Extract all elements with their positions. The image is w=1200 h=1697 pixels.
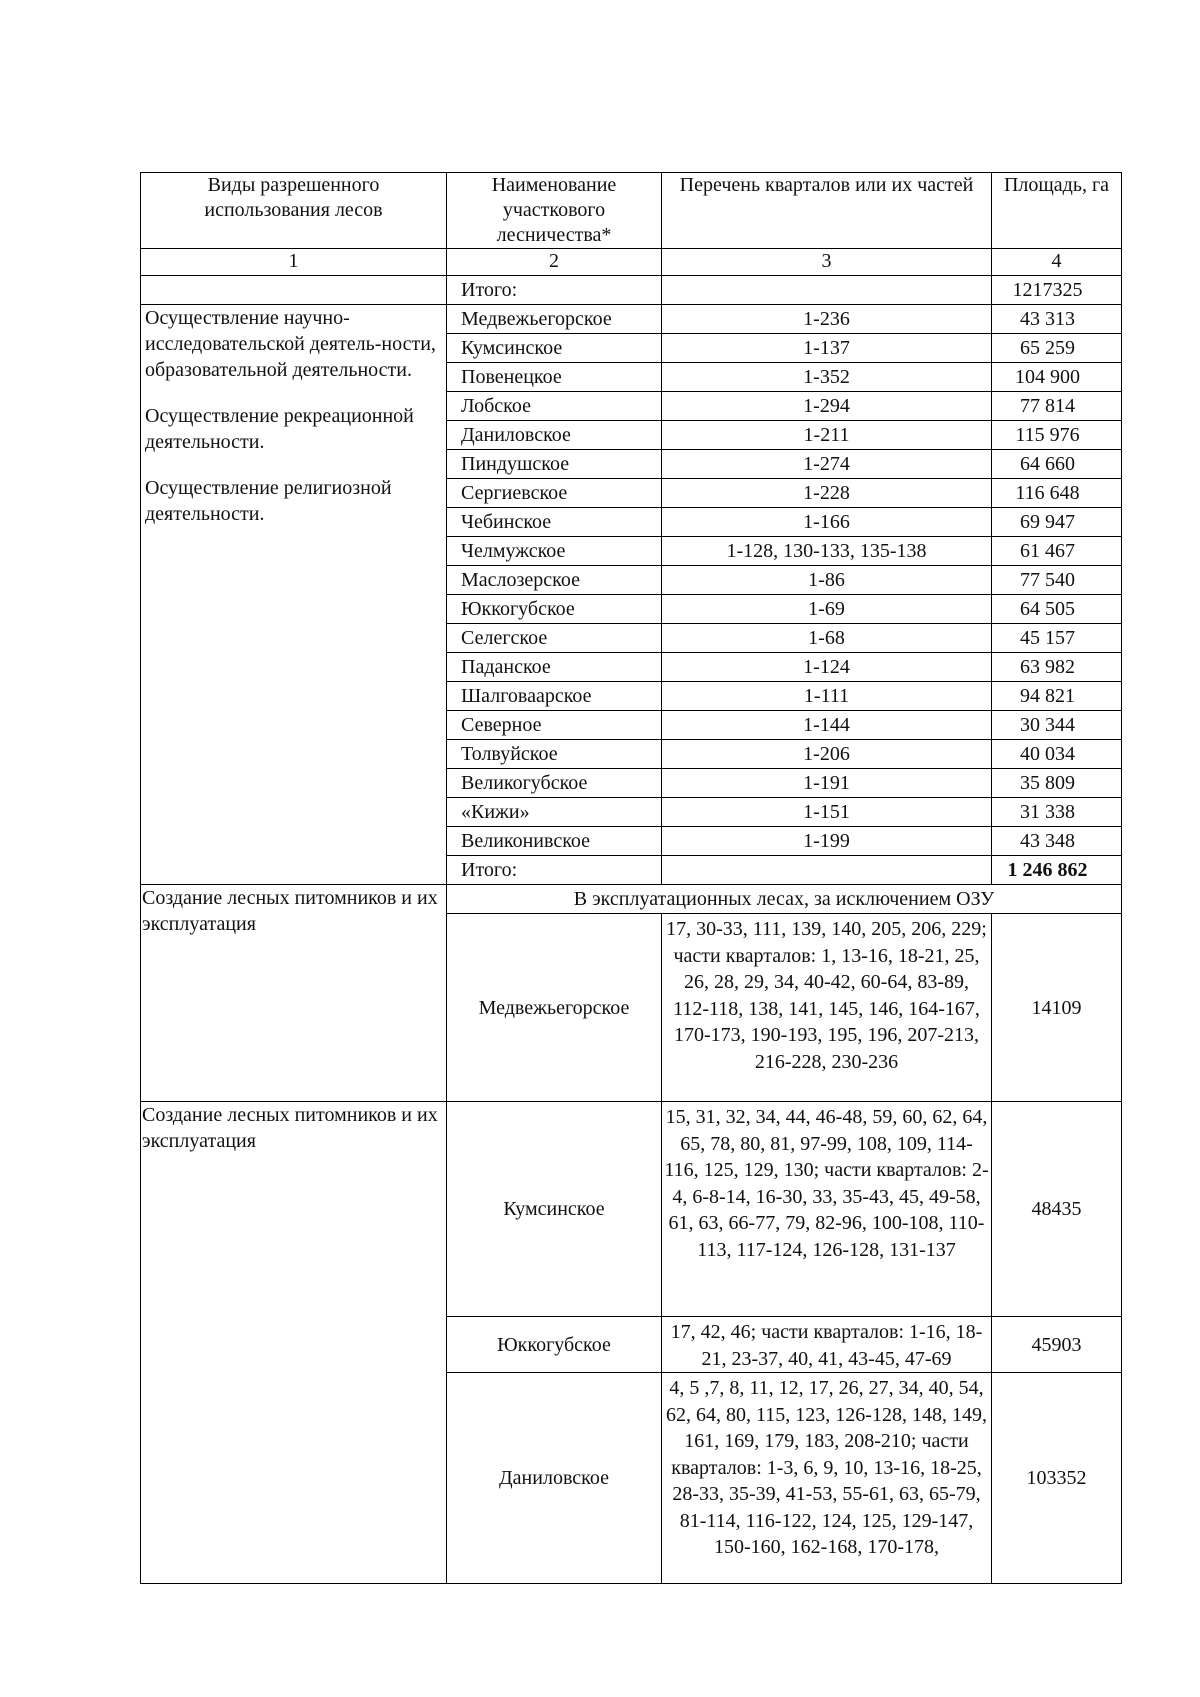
area: 103352 [992, 1373, 1122, 1584]
column-number: 4 [992, 249, 1122, 276]
area: 40 034 [992, 740, 1122, 769]
quarters: 1-191 [662, 769, 992, 798]
forestry-name: Лобское [447, 392, 662, 421]
area: 45 157 [992, 624, 1122, 653]
forestry-name: Шалговаарское [447, 682, 662, 711]
forestry-name: Чебинское [447, 508, 662, 537]
column-number-row [141, 249, 1122, 276]
forestry-name: Кумсинское [447, 334, 662, 363]
quarters: 1-294 [662, 392, 992, 421]
quarters: 1-199 [662, 827, 992, 856]
use-type-recreation: Осуществление рекреационной деятельности. [145, 405, 414, 453]
forestry-name: Повенецкое [447, 363, 662, 392]
area: 31 338 [992, 798, 1122, 827]
quarters: 1-228 [662, 479, 992, 508]
use-type-research: Осуществление научно-исследовательской деятель-ности, образовательной деятельности. [145, 307, 436, 381]
forestry-name: Даниловское [447, 421, 662, 450]
quarters: 1-111 [662, 682, 992, 711]
previous-total-row [141, 276, 1122, 305]
empty-cell [141, 276, 447, 305]
forestry-name: «Кижи» [447, 798, 662, 827]
quarters: 1-124 [662, 653, 992, 682]
table-header-row [141, 173, 1122, 249]
quarters: 17, 42, 46; части кварталов: 1-16, 18-21, 23-37, 40, 41, 43-45, 47-69 [662, 1317, 992, 1373]
quarters: 1-211 [662, 421, 992, 450]
area: 35 809 [992, 769, 1122, 798]
quarters: 17, 30-33, 111, 139, 140, 205, 206, 229; части кварталов: 1, 13-16, 18-21, 25, 26, 28, 29, 34, 40-42, 60-64, 83-89, 112-118, 138, 141, 145, 146, 164-167, 170-173, 190-193, 195, 196, 207-213, 216-228, 230-236 [662, 914, 992, 1102]
area: 48435 [992, 1102, 1122, 1317]
exploitation-forests-note: В эксплуатационных лесах, за исключением ОЗУ [447, 885, 1122, 914]
area: 61 467 [992, 537, 1122, 566]
header-use-types: Виды разрешенного использования лесов [141, 173, 447, 249]
total-label: Итого: [447, 276, 662, 305]
nursery-subheader-row [141, 885, 1122, 914]
quarters: 1-144 [662, 711, 992, 740]
area: 115 976 [992, 421, 1122, 450]
empty-cell [662, 856, 992, 885]
area: 104 900 [992, 363, 1122, 392]
forestry-name: Кумсинское [447, 1102, 662, 1317]
area: 64 660 [992, 450, 1122, 479]
use-type-religious: Осуществление религиозной деятельности. [145, 477, 392, 525]
quarters: 1-69 [662, 595, 992, 624]
quarters: 1-137 [662, 334, 992, 363]
area: 14109 [992, 914, 1122, 1102]
quarters: 1-128, 130-133, 135-138 [662, 537, 992, 566]
quarters: 1-151 [662, 798, 992, 827]
empty-cell [662, 276, 992, 305]
column-number: 1 [141, 249, 447, 276]
forestry-name: Юккогубское [447, 595, 662, 624]
quarters: 1-166 [662, 508, 992, 537]
forestry-name: Даниловское [447, 1373, 662, 1584]
quarters: 4, 5 ,7, 8, 11, 12, 17, 26, 27, 34, 40, 54, 62, 64, 80, 115, 123, 126-128, 148, 149, 161, 169, 179, 183, 208-210; части кварталов: 1-3, 6, 9, 10, 13-16, 18-25, 28-33, 35-39, 41-53, 55-61, 63, 65-79, 81-114, 116-122, 124, 125, 129-147, 150-160, 162-168, 170-178, [662, 1373, 992, 1584]
total-area: 1217325 [992, 276, 1122, 305]
forestry-name: Сергиевское [447, 479, 662, 508]
quarters: 15, 31, 32, 34, 44, 46-48, 59, 60, 62, 64, 65, 78, 80, 81, 97-99, 108, 109, 114-116, 125, 129, 130; части кварталов: 2-4, 6-8-14, 16-30, 33, 35-43, 45, 49-58, 61, 63, 66-77, 79, 82-96, 100-108, 110-113, 117-124, 126-128, 131-137 [662, 1102, 992, 1317]
forestry-name: Великонивское [447, 827, 662, 856]
column-number: 2 [447, 249, 662, 276]
forestry-name: Северное [447, 711, 662, 740]
forestry-name: Селегское [447, 624, 662, 653]
area: 94 821 [992, 682, 1122, 711]
area: 77 814 [992, 392, 1122, 421]
header-forestry-name: Наименование участкового лесничества* [447, 173, 662, 249]
area: 63 982 [992, 653, 1122, 682]
forestry-name: Медвежьегорское [447, 305, 662, 334]
area: 45903 [992, 1317, 1122, 1373]
area: 43 313 [992, 305, 1122, 334]
area: 69 947 [992, 508, 1122, 537]
area: 116 648 [992, 479, 1122, 508]
forestry-name: Пиндушское [447, 450, 662, 479]
header-area: Площадь, га [992, 173, 1122, 249]
quarters: 1-86 [662, 566, 992, 595]
forestry-name: Маслозерское [447, 566, 662, 595]
forestry-name: Толвуйское [447, 740, 662, 769]
quarters: 1-206 [662, 740, 992, 769]
forestry-name: Юккогубское [447, 1317, 662, 1373]
header-quarters-list: Перечень кварталов или их частей [662, 173, 992, 249]
forestry-name: Паданское [447, 653, 662, 682]
forestry-name: Медвежьегорское [447, 914, 662, 1102]
use-types-cell [141, 305, 447, 885]
total-label: Итого: [447, 856, 662, 885]
quarters: 1-352 [662, 363, 992, 392]
total-area: 1 246 862 [992, 856, 1122, 885]
table-row [141, 305, 1122, 334]
quarters: 1-236 [662, 305, 992, 334]
area: 64 505 [992, 595, 1122, 624]
quarters: 1-68 [662, 624, 992, 653]
area: 43 348 [992, 827, 1122, 856]
column-number: 3 [662, 249, 992, 276]
use-type-nursery: Создание лесных питомников и их эксплуатация [141, 885, 447, 1102]
use-type-nursery: Создание лесных питомников и их эксплуатация [141, 1102, 447, 1584]
area: 77 540 [992, 566, 1122, 595]
forestry-name: Челмужское [447, 537, 662, 566]
forestry-name: Великогубское [447, 769, 662, 798]
area: 65 259 [992, 334, 1122, 363]
table-row [141, 1102, 1122, 1317]
quarters: 1-274 [662, 450, 992, 479]
forest-use-table [140, 172, 1122, 1584]
area: 30 344 [992, 711, 1122, 740]
